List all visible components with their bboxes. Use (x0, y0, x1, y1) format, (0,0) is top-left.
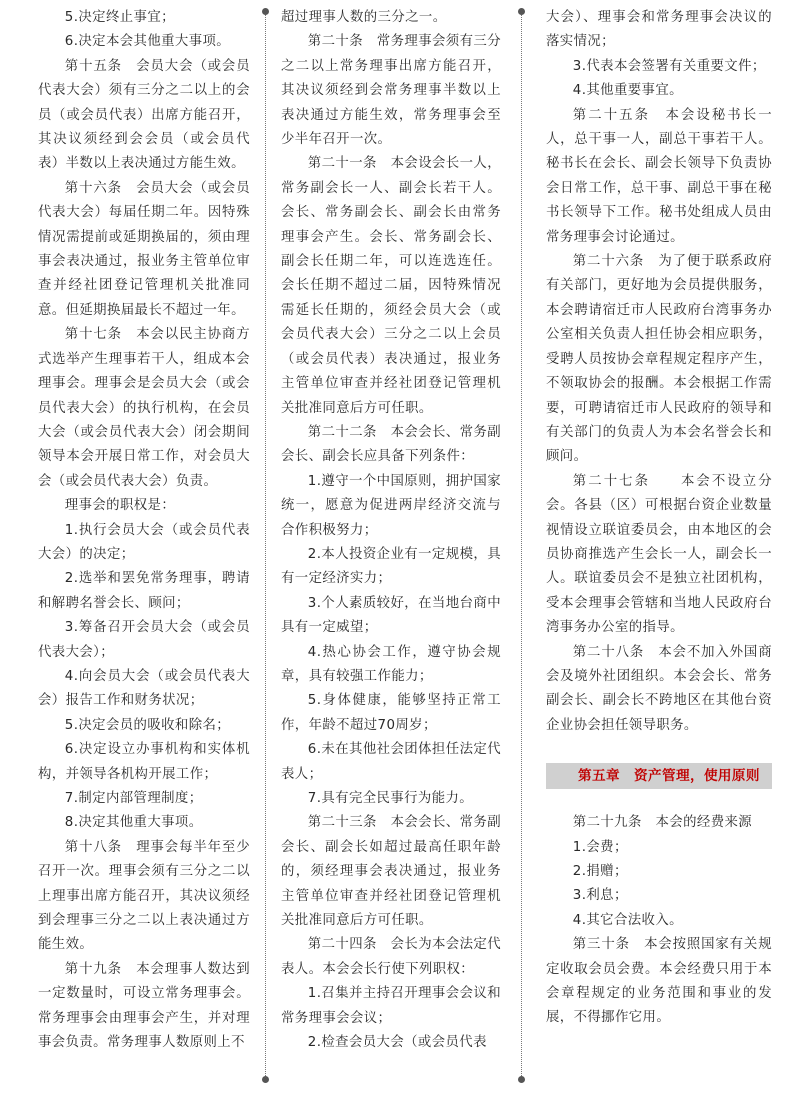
paragraph: 5.决定终止事宜； (64, 10, 175, 25)
paragraph: 第二十一条 本会设会长一人，常务副会长一人、副会长若干人。会长、常务副会长、副会长由常务理事会产生。会长、常务副会长、副会长任期二年，可以连选连任。会长任期不超过二届，因特殊情况需延长任期的，须经会员大会（或会员代表大会）三分之二以上会员（或会员代表）表决通过，报业务主管单位审查并经社团登记管理机关批准同意后方可任职。 (281, 156, 501, 416)
paragraph: 超过理事人数的三分之一。 (281, 10, 447, 25)
divider-dot-bottom-2 (518, 1076, 525, 1083)
column-divider-1 (265, 12, 266, 1078)
paragraph: 6.未在其他社会团体担任法定代表人； (281, 742, 501, 782)
paragraph: 3.代表本会签署有关重要文件； (572, 58, 766, 74)
paragraph: 第二十七条 本会不设立分会。各县（区）可根据台资企业数量视情设立联谊委员会，由本地区的会员协商推选产生会长一人，副会长一人。联谊委员会不是独立社团机构，受本会理事会管辖和当地人民政府台湾事务办公室的指导。 (546, 473, 772, 636)
column-divider-2 (521, 12, 522, 1078)
text-column-2 (281, 6, 501, 1055)
paragraph: 1.遵守一个中国原则，拥护国家统一，愿意为促进两岸经济交流与合作积极努力； (281, 473, 501, 538)
paragraph: 6.决定设立办事机构和实体机构，并领导各机构开展工作； (38, 742, 250, 782)
paragraph: 1.执行会员大会（或会员代表大会）的决定； (38, 522, 250, 562)
paragraph: 第十九条 本会理事人数达到一定数量时，可设立常务理事会。常务理事会由理事会产生，并对理事会负责。常务理事人数原则上不 (38, 961, 250, 1051)
divider-dot-bottom-1 (262, 1076, 269, 1083)
paragraph: 第二十九条 本会的经费来源 (572, 815, 753, 831)
divider-dot-top-1 (262, 8, 269, 15)
paragraph: 4.热心协会工作，遵守协会规章，具有较强工作能力； (281, 644, 501, 684)
paragraph: 第二十四条 会长为本会法定代表人。本会会长行使下列职权： (281, 937, 501, 977)
text-column-1 (38, 6, 250, 1055)
paragraph: 第二十五条 本会设秘书长一人，总干事一人，副总干事若干人。秘书长在会长、副会长领导下负责协会日常工作，总干事、副总干事在秘书长领导下工作。秘书处组成人员由常务理事会讨论通过。 (546, 107, 772, 245)
text-column-3-lower (546, 811, 772, 1031)
paragraph: 3.个人素质较好，在当地台商中具有一定威望； (281, 595, 501, 636)
paragraph: 3.利息； (572, 888, 628, 904)
paragraph: 2.本人投资企业有一定规模，具有一定经济实力； (281, 546, 501, 587)
paragraph: 第二十三条 本会会长、常务副会长、副会长如超过最高任职年龄的，须经理事会表决通过，报业务主管单位审查并经社团登记管理机关批准同意后方可任职。 (281, 815, 501, 929)
paragraph: 2.选举和罢免常务理事，聘请和解聘名誉会长、顾问； (38, 571, 250, 611)
text-column-3 (546, 6, 772, 1031)
paragraph: 第十七条 本会以民主协商方式选举产生理事若干人，组成本会理事会。理事会是会员大会（或会员代表大会）的执行机构，在会员大会（或会员代表大会）闭会期间领导本会开展日常工作，对会员大会（或会员代表大会）负责。 (38, 327, 250, 489)
paragraph: 7.具有完全民事行为能力。 (307, 791, 474, 806)
paragraph: 5.决定会员的吸收和除名； (64, 717, 231, 733)
paragraph: 第二十八条 本会不加入外国商会及境外社团组织。本会会长、常务副会长、副会长不跨地区在其他台资企业协会担任领导职务。 (546, 644, 772, 733)
paragraph: 1.会费； (572, 839, 628, 855)
paragraph: 第十六条 会员大会（或会员代表大会）每届任期二年。因特殊情况需提前或延期换届的，须由理事会表决通过，报业务主管单位审查并经社团登记管理机关批准同意。但延期换届最长不超过一年。 (38, 180, 250, 318)
paragraph: 5.身体健康，能够坚持正常工作，年龄不超过70周岁； (281, 693, 501, 733)
paragraph: 第二十条 常务理事会须有三分之二以上常务理事出席方能召开，其决议须经到会常务理事半数以上表决通过方能生效，常务理事会至少半年召开一次。 (281, 34, 501, 148)
paragraph: 2.检查会员大会（或会员代表 (307, 1035, 487, 1051)
paragraph: 第十八条 理事会每半年至少召开一次。理事会须有三分之二以上理事出席方能召开，其决议须经到会理事三分之二以上表决通过方能生效。 (38, 839, 250, 953)
paragraph: 第十五条 会员大会（或会员代表大会）须有三分之二以上的会员（或会员代表）出席方能召开，其决议须经到会会员（或会员代表）半数以上表决通过方能生效。 (38, 58, 250, 172)
paragraph: 大会）、理事会和常务理事会决议的落实情况； (546, 10, 772, 50)
paragraph: 6.决定本会其他重大事项。 (64, 34, 231, 50)
paragraph: 4.其他重要事宜。 (572, 83, 683, 99)
paragraph: 7.制定内部管理制度； (64, 791, 203, 806)
paragraph: 理事会的职权是： (64, 498, 176, 514)
paragraph: 2.捐赠； (572, 864, 628, 879)
text-column-3-upper (546, 6, 772, 738)
paragraph: 4.其它合法收入。 (572, 912, 683, 928)
paragraph: 第二十二条 本会会长、常务副会长、副会长应具备下列条件： (281, 424, 501, 465)
paragraph: 第二十六条 为了便于联系政府有关部门，更好地为会员提供服务，本会聘请宿迁市人民政府台湾事务办公室相关负责人担任协会相应职务，受聘人员按协会章程规定程序产生，不领取协会的报酬。本会根据工作需要，可聘请宿迁市人民政府的领导和有关部门的负责人为本会名誉会长和顾问。 (546, 254, 772, 465)
paragraph: 4.向会员大会（或会员代表大会）报告工作和财务状况； (38, 668, 250, 709)
paragraph: 第三十条 本会按照国家有关规定收取会员会费。本会经费只用于本会章程规定的业务范围和事业的发展，不得挪作它用。 (546, 937, 772, 1026)
chapter-heading: 第五章 资产管理，使用原则 (546, 763, 772, 789)
paragraph: 8.决定其他重大事项。 (64, 815, 203, 831)
paragraph: 1.召集并主持召开理事会会议和常务理事会会议； (281, 986, 501, 1026)
divider-dot-top-2 (518, 8, 525, 15)
paragraph: 3.筹备召开会员大会（或会员代表大会）； (38, 620, 250, 660)
